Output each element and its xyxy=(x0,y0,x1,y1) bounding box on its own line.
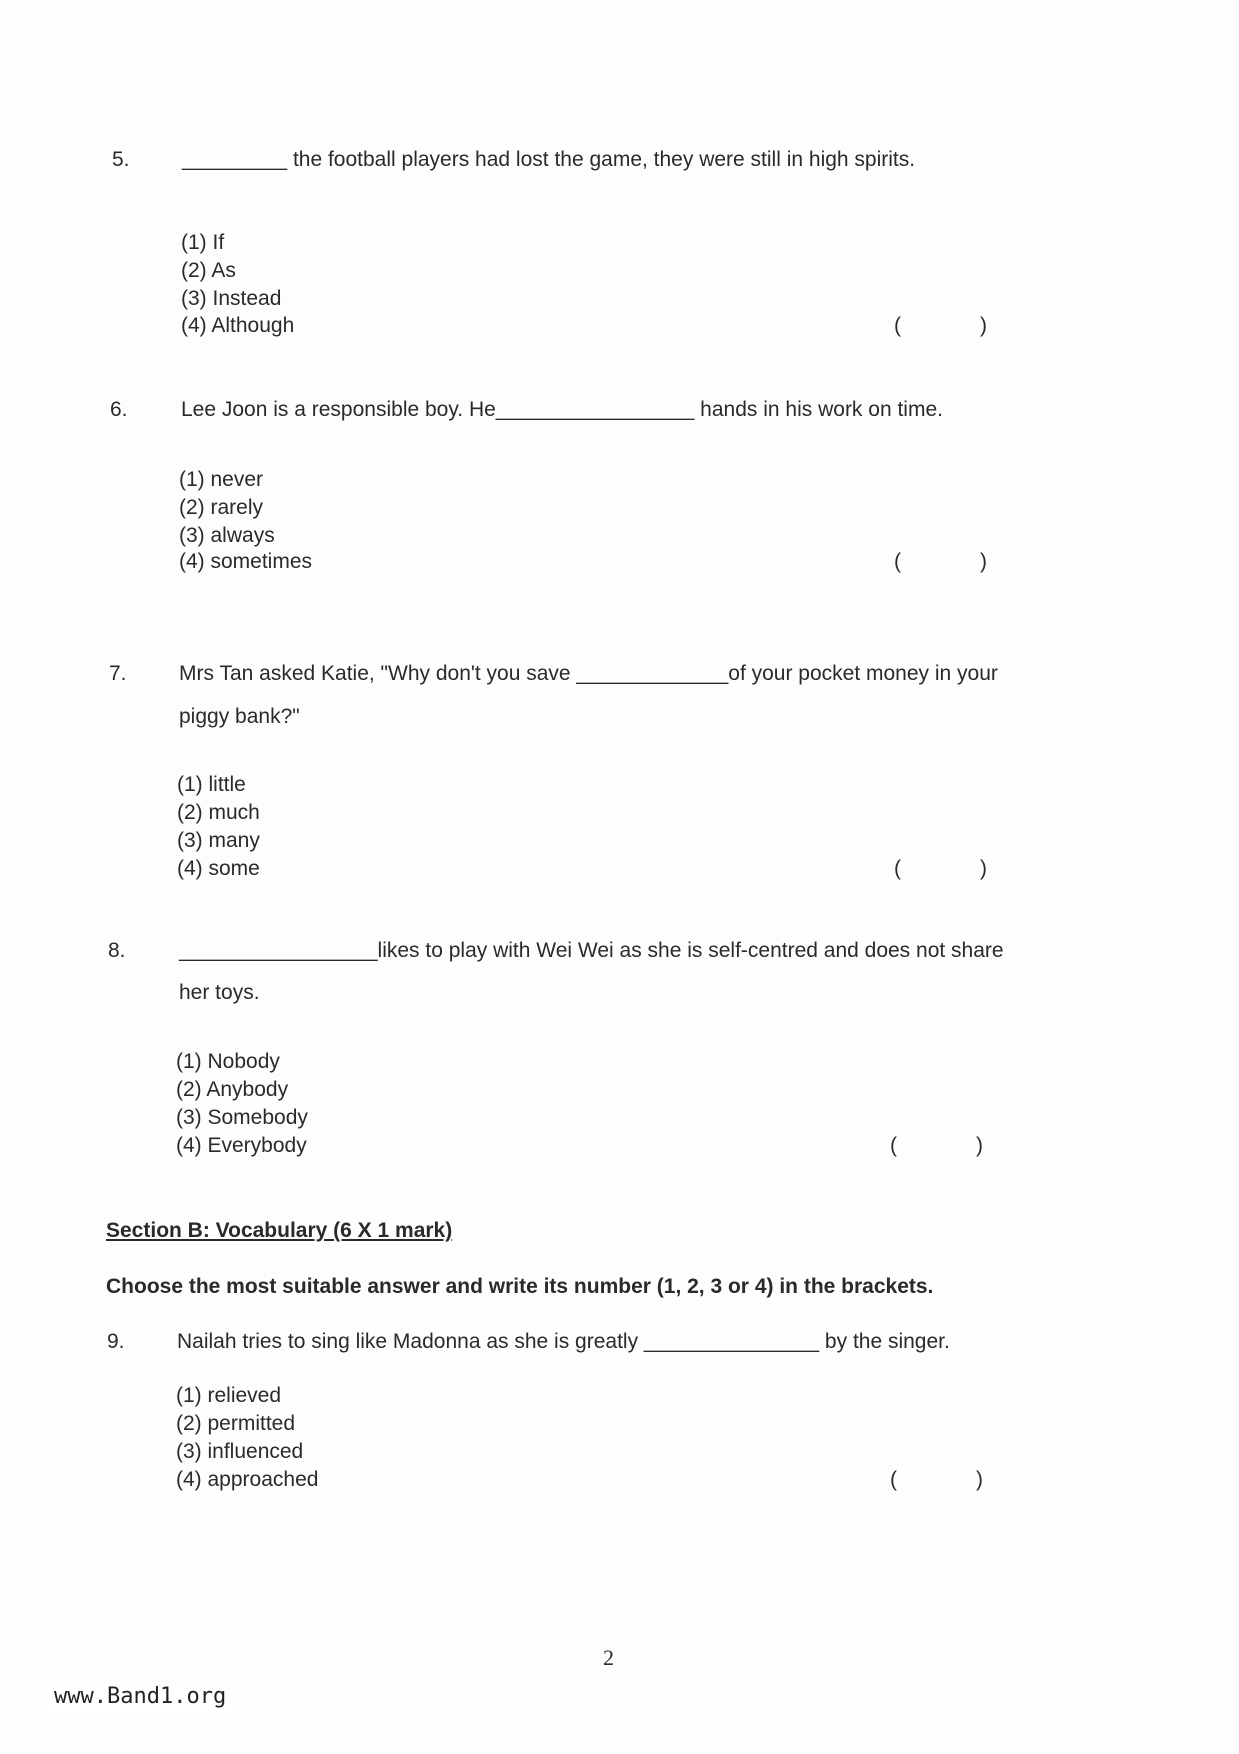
answer-option: (4) some xyxy=(177,857,260,880)
question-number: 6. xyxy=(110,398,128,421)
answer-bracket-close[interactable]: ) xyxy=(980,857,987,880)
question-text: piggy bank?" xyxy=(179,705,300,728)
answer-option: (4) Everybody xyxy=(176,1134,307,1157)
question-text: Nailah tries to sing like Madonna as she is greatly _______________ by the singer. xyxy=(177,1330,950,1353)
question-text: her toys. xyxy=(179,981,260,1004)
section-b-title: Section B: Vocabulary (6 X 1 mark) xyxy=(106,1219,453,1242)
answer-option: (3) Somebody xyxy=(176,1106,308,1129)
answer-bracket-open[interactable]: ( xyxy=(890,1468,897,1491)
question-number: 8. xyxy=(108,939,126,962)
answer-bracket-open[interactable]: ( xyxy=(894,314,901,337)
page-number: 2 xyxy=(603,1645,614,1670)
answer-bracket-close[interactable]: ) xyxy=(980,550,987,573)
answer-option: (2) permitted xyxy=(176,1412,296,1435)
answer-option: (1) never xyxy=(179,468,264,491)
answer-option: (1) Nobody xyxy=(176,1050,280,1073)
answer-option: (3) always xyxy=(179,524,275,547)
watermark: www.Band1.org xyxy=(48,1682,232,1712)
answer-option: (2) rarely xyxy=(179,496,264,519)
question-text: _________________likes to play with Wei Wei as she is self-centred and does not share xyxy=(179,939,1004,962)
section-b-instruction: Choose the most suitable answer and write its number (1, 2, 3 or 4) in the brackets. xyxy=(106,1275,934,1298)
answer-option: (3) influenced xyxy=(176,1440,304,1463)
answer-option: (2) much xyxy=(177,801,260,824)
answer-bracket-close[interactable]: ) xyxy=(976,1468,983,1491)
answer-bracket-open[interactable]: ( xyxy=(894,550,901,573)
question-number: 5. xyxy=(112,148,130,171)
question-number: 7. xyxy=(109,662,127,685)
answer-bracket-open[interactable]: ( xyxy=(894,857,901,880)
answer-option: (4) sometimes xyxy=(179,550,313,573)
answer-option: (1) If xyxy=(181,231,225,254)
answer-bracket-close[interactable]: ) xyxy=(980,314,987,337)
answer-option: (2) Anybody xyxy=(176,1078,289,1101)
answer-bracket-close[interactable]: ) xyxy=(976,1134,983,1157)
question-number: 9. xyxy=(107,1330,125,1353)
answer-option: (2) As xyxy=(181,259,236,282)
question-text: Lee Joon is a responsible boy. He_________________ hands in his work on time. xyxy=(181,398,943,421)
answer-option: (4) approached xyxy=(176,1468,319,1491)
question-text: Mrs Tan asked Katie, "Why don't you save _____________of your pocket money in your xyxy=(179,662,998,685)
answer-option: (4) Although xyxy=(181,314,295,337)
answer-option: (3) Instead xyxy=(181,287,282,310)
answer-option: (3) many xyxy=(177,829,260,852)
question-text: _________ the football players had lost the game, they were still in high spirits. xyxy=(182,148,916,171)
answer-bracket-open[interactable]: ( xyxy=(890,1134,897,1157)
answer-option: (1) relieved xyxy=(176,1384,282,1407)
answer-option: (1) little xyxy=(177,773,246,796)
